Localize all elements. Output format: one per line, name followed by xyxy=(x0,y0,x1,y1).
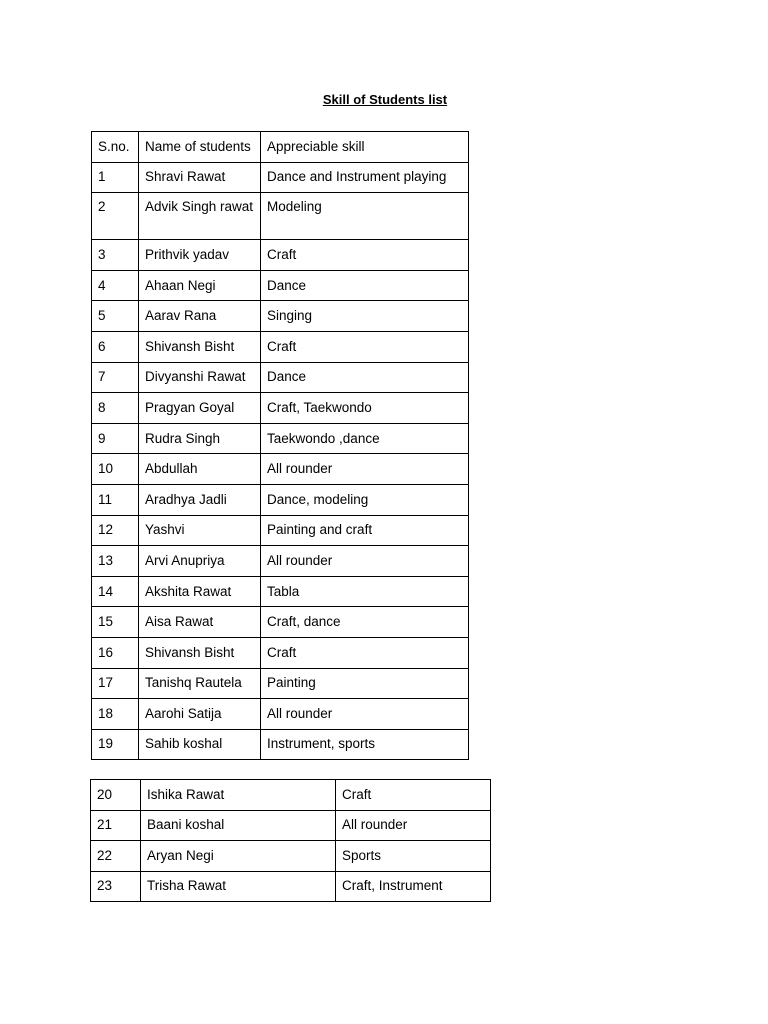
cell-skill: Craft xyxy=(261,240,469,271)
cell-sno: 11 xyxy=(92,484,139,515)
table-row xyxy=(92,162,469,193)
cell-skill: Dance, modeling xyxy=(261,484,469,515)
cell-name: Shivansh Bisht xyxy=(139,637,261,668)
cell-sno: 9 xyxy=(92,423,139,454)
table-row xyxy=(91,780,491,811)
cell-name: Shravi Rawat xyxy=(139,162,261,193)
cell-skill: Dance and Instrument playing xyxy=(261,162,469,193)
cell-name: Ahaan Negi xyxy=(139,270,261,301)
cell-sno: 12 xyxy=(92,515,139,546)
cell-skill: Taekwondo ,dance xyxy=(261,423,469,454)
cell-sno: 22 xyxy=(91,841,141,872)
table-row xyxy=(92,699,469,730)
table-row xyxy=(92,362,469,393)
cell-name: Rudra Singh xyxy=(139,423,261,454)
cell-skill: Craft xyxy=(336,780,491,811)
cell-skill: All rounder xyxy=(261,454,469,485)
table-row xyxy=(92,729,469,760)
students-skill-table xyxy=(91,131,469,760)
cell-skill: Dance xyxy=(261,270,469,301)
cell-sno: 8 xyxy=(92,393,139,424)
cell-name: Trisha Rawat xyxy=(141,871,336,902)
cell-name: Tanishq Rautela xyxy=(139,668,261,699)
cell-sno: 14 xyxy=(92,576,139,607)
cell-name: Prithvik yadav xyxy=(139,240,261,271)
cell-name: Pragyan Goyal xyxy=(139,393,261,424)
cell-skill: All rounder xyxy=(261,699,469,730)
table-row xyxy=(92,515,469,546)
cell-sno: 2 xyxy=(92,193,139,240)
cell-sno: 20 xyxy=(91,780,141,811)
table-row xyxy=(92,301,469,332)
table-row xyxy=(92,240,469,271)
table-row xyxy=(92,423,469,454)
cell-sno: 23 xyxy=(91,871,141,902)
table-header-row xyxy=(92,132,469,163)
cell-skill: Craft xyxy=(261,331,469,362)
cell-skill: Craft, dance xyxy=(261,607,469,638)
cell-name: Shivansh Bisht xyxy=(139,331,261,362)
page-title: Skill of Students list xyxy=(322,92,448,107)
cell-skill: Painting and craft xyxy=(261,515,469,546)
cell-name: Abdullah xyxy=(139,454,261,485)
cell-name: Aarav Rana xyxy=(139,301,261,332)
cell-skill: Modeling xyxy=(261,193,469,240)
table-row xyxy=(91,871,491,902)
cell-name: Arvi Anupriya xyxy=(139,546,261,577)
cell-name: Aradhya Jadli xyxy=(139,484,261,515)
table-row xyxy=(92,607,469,638)
table-row xyxy=(92,668,469,699)
cell-skill: Sports xyxy=(336,841,491,872)
cell-sno: 21 xyxy=(91,810,141,841)
cell-name: Aarohi Satija xyxy=(139,699,261,730)
table-row xyxy=(92,637,469,668)
cell-sno: 19 xyxy=(92,729,139,760)
column-header-skill: Appreciable skill xyxy=(261,132,469,163)
cell-sno: 6 xyxy=(92,331,139,362)
table-row xyxy=(91,841,491,872)
cell-sno: 5 xyxy=(92,301,139,332)
table-row xyxy=(92,331,469,362)
cell-skill: All rounder xyxy=(261,546,469,577)
table-row xyxy=(92,484,469,515)
students-skill-table-continued xyxy=(90,779,491,902)
cell-sno: 10 xyxy=(92,454,139,485)
cell-skill: Craft, Taekwondo xyxy=(261,393,469,424)
cell-sno: 4 xyxy=(92,270,139,301)
table-row xyxy=(91,810,491,841)
cell-sno: 18 xyxy=(92,699,139,730)
table-row xyxy=(92,454,469,485)
cell-skill: Craft, Instrument xyxy=(336,871,491,902)
column-header-sno: S.no. xyxy=(92,132,139,163)
table-row xyxy=(92,576,469,607)
cell-name: Ishika Rawat xyxy=(141,780,336,811)
cell-sno: 16 xyxy=(92,637,139,668)
cell-name: Aryan Negi xyxy=(141,841,336,872)
table-row xyxy=(92,270,469,301)
cell-skill: All rounder xyxy=(336,810,491,841)
column-header-name: Name of students xyxy=(139,132,261,163)
cell-skill: Dance xyxy=(261,362,469,393)
cell-skill: Craft xyxy=(261,637,469,668)
cell-name: Advik Singh rawat xyxy=(139,193,261,240)
cell-name: Aisa Rawat xyxy=(139,607,261,638)
table-row xyxy=(92,193,469,240)
cell-skill: Instrument, sports xyxy=(261,729,469,760)
cell-skill: Tabla xyxy=(261,576,469,607)
cell-name: Yashvi xyxy=(139,515,261,546)
table-row xyxy=(92,393,469,424)
cell-sno: 17 xyxy=(92,668,139,699)
cell-sno: 7 xyxy=(92,362,139,393)
cell-name: Sahib koshal xyxy=(139,729,261,760)
cell-name: Baani koshal xyxy=(141,810,336,841)
cell-sno: 13 xyxy=(92,546,139,577)
cell-skill: Singing xyxy=(261,301,469,332)
cell-name: Divyanshi Rawat xyxy=(139,362,261,393)
cell-name: Akshita Rawat xyxy=(139,576,261,607)
cell-sno: 1 xyxy=(92,162,139,193)
cell-sno: 15 xyxy=(92,607,139,638)
cell-sno: 3 xyxy=(92,240,139,271)
table-row xyxy=(92,546,469,577)
cell-skill: Painting xyxy=(261,668,469,699)
